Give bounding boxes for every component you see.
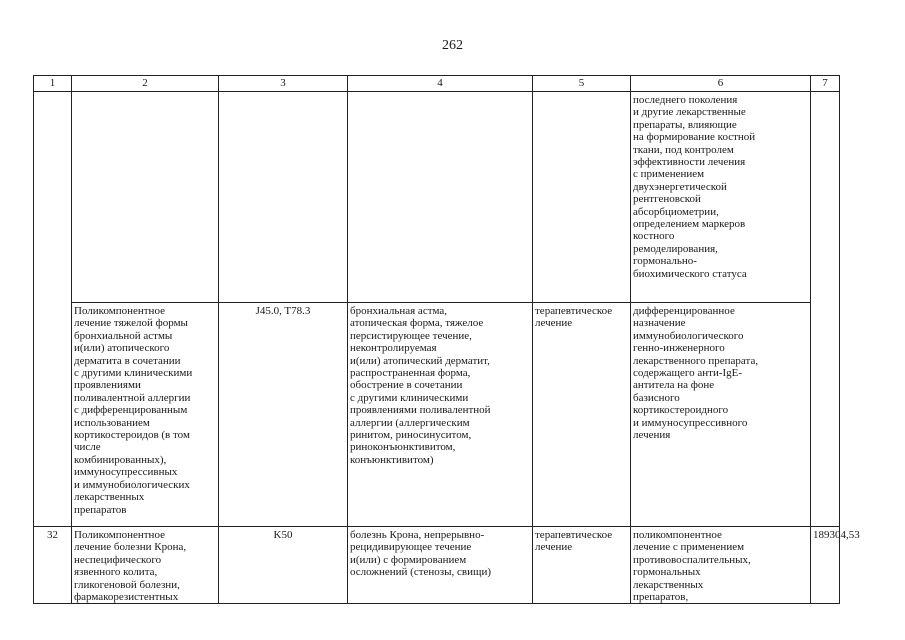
medical-care-table	[33, 75, 860, 604]
text-line: распространенная форма,	[350, 367, 471, 380]
text-line: костного	[633, 230, 675, 243]
text-line: Поликомпонентное	[74, 529, 165, 541]
text-line: Поликомпонентное	[74, 305, 165, 317]
text-line: терапевтическое	[535, 529, 613, 541]
text-line: конъюнктивитом)	[350, 453, 434, 466]
text-line: на формирование костной	[633, 131, 756, 144]
text-line: ткани, под контролем	[633, 143, 734, 156]
text-line: аллергии (аллергическим	[350, 416, 470, 429]
text-line: с другими клиническими	[74, 367, 193, 380]
column-number-6: 6	[631, 76, 811, 92]
text-line: язвенного колита,	[74, 566, 158, 579]
text-line: двухэнергетической	[633, 180, 727, 193]
text-line: кортикостероидного	[633, 404, 729, 417]
text-line: и другие лекарственные	[633, 106, 746, 119]
text-line: лечение болезни Крона,	[74, 541, 187, 554]
text-line: ринитом, риносинуситом,	[350, 429, 472, 442]
text-line: препаратов,	[633, 591, 689, 604]
treatment-type-cell	[533, 527, 631, 604]
text-line: иммуносупрессивных	[74, 466, 178, 479]
text-line: лекарственного препарата,	[633, 354, 759, 367]
care-type-cell-empty	[72, 92, 219, 303]
text-line: поликомпонентное	[633, 529, 722, 541]
text-line: неспецифического	[74, 553, 162, 566]
table-row-32	[34, 527, 840, 604]
text-line: лечение тяжелой формы	[74, 317, 188, 330]
text-line: проявлениями	[74, 379, 141, 392]
text-line: и(или) атопический дерматит,	[350, 354, 490, 367]
care-type-cell	[72, 527, 219, 604]
icd-code-cell-empty	[219, 92, 348, 303]
patient-model-cell-empty	[348, 92, 533, 303]
text-line: иммунобиологического	[633, 329, 744, 342]
column-number-row	[34, 76, 840, 92]
text-line: последнего поколения	[633, 94, 738, 106]
text-line: использованием	[74, 416, 150, 429]
text-line: базисного	[633, 391, 680, 404]
asthma-treatment-row	[34, 303, 840, 527]
text-line: с применением	[633, 168, 705, 181]
treatment-type-cell-empty	[533, 92, 631, 303]
text-line: с другими клиническими	[350, 391, 469, 404]
column-number-4: 4	[348, 76, 533, 92]
column-number-5: 5	[533, 76, 631, 92]
treatment-method-cell	[631, 527, 811, 604]
text-line: назначение	[633, 317, 686, 330]
text-line: лечение	[535, 317, 573, 330]
text-line: осложнений (стенозы, свищи)	[350, 566, 491, 579]
text-line: рентгеновской	[633, 193, 701, 206]
text-line: ремоделирования,	[633, 242, 718, 255]
text-line: лекарственных	[633, 578, 704, 591]
text-line: генно-инженерного	[633, 342, 725, 355]
text-line: поливалентной аллергии	[74, 391, 191, 404]
treatment-method-cell	[631, 92, 811, 303]
text-line: числе	[74, 441, 101, 454]
text-line: абсорбциометрии,	[633, 205, 719, 218]
treatment-method-cell	[631, 303, 811, 527]
patient-model-cell	[348, 303, 533, 527]
icd-code-cell: J45.0, T78.3	[219, 303, 348, 527]
text-line: дерматита в сочетании	[74, 354, 181, 367]
text-line: содержащего анти-IgE-	[633, 367, 743, 380]
row-number-cell-empty	[34, 92, 72, 527]
text-line: дифференцированное	[633, 305, 735, 317]
text-line: биохимического статуса	[633, 267, 747, 280]
care-type-cell	[72, 303, 219, 527]
column-number-1: 1	[34, 76, 72, 92]
row-number-cell: 32	[34, 527, 72, 604]
text-line: и(или) атопического	[74, 342, 170, 355]
text-line: лечение с применением	[633, 541, 745, 554]
text-line: риноконъюнктивитом,	[350, 441, 456, 454]
text-line: и иммуносупрессивного	[633, 416, 748, 429]
text-line: препараты, влияющие	[633, 118, 737, 131]
text-line: кортикостероидов (в том	[74, 429, 190, 442]
text-line: и иммунобиологических	[74, 478, 190, 491]
text-line: персистирующее течение,	[350, 329, 472, 342]
text-line: эффективности лечения	[633, 156, 746, 169]
text-line: атопическая форма, тяжелое	[350, 317, 484, 330]
text-line: лечения	[633, 429, 671, 442]
text-line: неконтролируемая	[350, 342, 437, 355]
text-line: терапевтическое	[535, 305, 613, 317]
text-line: бронхиальной астмы	[74, 329, 173, 342]
text-line: проявлениями поливалентной	[350, 404, 491, 417]
text-line: и(или) с формированием	[350, 553, 467, 566]
patient-model-cell	[348, 527, 533, 604]
text-line: обострение в сочетании	[350, 379, 463, 392]
text-line: фармакорезистентных	[74, 591, 179, 604]
cost-cell: 189304,53	[811, 527, 840, 604]
text-line: болезнь Крона, непрерывно-	[350, 529, 485, 541]
text-line: определением маркеров	[633, 218, 746, 231]
text-line: рецидивирующее течение	[350, 541, 472, 554]
text-line: гликогеновой болезни,	[74, 578, 180, 591]
text-line: гормонально-	[633, 255, 697, 268]
text-line: противовоспалительных,	[633, 553, 751, 566]
text-line: лечение	[535, 541, 573, 554]
text-line: гормональных	[633, 566, 701, 579]
text-line: антитела на фоне	[633, 379, 715, 392]
cost-cell-empty	[811, 92, 840, 527]
page-number: 262	[442, 38, 463, 53]
continuation-row	[34, 92, 840, 303]
column-number-2: 2	[72, 76, 219, 92]
text-line: комбинированных),	[74, 453, 167, 466]
text-line: препаратов	[74, 503, 127, 516]
text-line: бронхиальная астма,	[350, 305, 448, 317]
text-line: с дифференцированным	[74, 404, 188, 417]
text-line: лекарственных	[74, 491, 145, 504]
column-number-3: 3	[219, 76, 348, 92]
column-number-7: 7	[811, 76, 840, 92]
icd-code-cell: K50	[219, 527, 348, 604]
treatment-type-cell	[533, 303, 631, 527]
